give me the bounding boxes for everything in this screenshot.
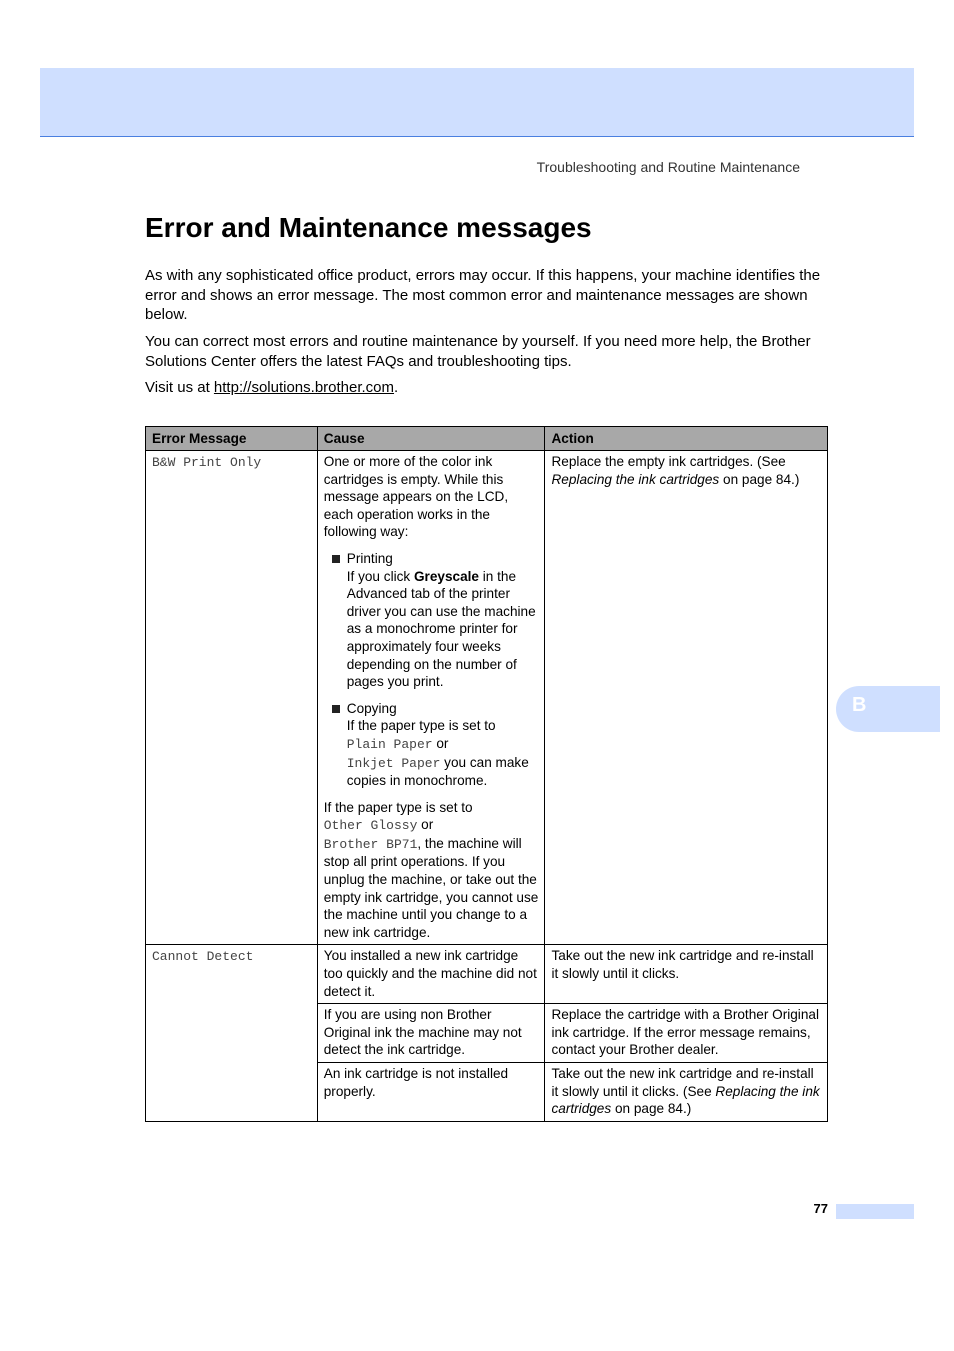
page-title: Error and Maintenance messages: [145, 212, 592, 243]
square-bullet-icon: [332, 555, 340, 563]
intro-paragraph-3: [145, 378, 835, 398]
bullet-printing: [324, 550, 539, 691]
text-run: If the paper type is set to: [323, 799, 473, 815]
cross-reference: Replacing the ink cartridges: [551, 1083, 820, 1117]
intro-paragraph-1: As with any sophisticated office product, errors may occur. If this happens, your machine identifies the error and shows an error message. The most common error and maintenance messages are shown below.: [145, 267, 821, 323]
bullet-copying: [324, 700, 539, 790]
error-message-cell: [146, 945, 318, 1121]
text-run: in the Advanced tab of the printer driver you can use the machine as a monochrome printer for approximately four weeks depending on the number of pages you print.: [346, 568, 536, 690]
running-header: Troubleshooting and Routine Maintenance: [536, 159, 800, 175]
text-run: Replace the empty ink cartridges. (See: [551, 454, 786, 469]
cause-cell: You installed a new ink cartridge too quickly and the machine did not detect it.: [317, 945, 545, 1004]
footer-bar: [836, 1204, 914, 1219]
plain-paper-setting: Plain Paper: [346, 736, 433, 752]
action-cell: [545, 451, 828, 945]
page-number: 77: [813, 1201, 828, 1216]
error-message-cannot-detect: Cannot Detect: [152, 949, 254, 965]
error-messages-table: [145, 426, 828, 1122]
text-run: on page 84.): [611, 1101, 692, 1117]
action-cell: Replace the cartridge with a Brother Original ink cartridge. If the error message remains, contact your Brother dealer.: [545, 1004, 828, 1063]
bullet-text: [347, 717, 539, 789]
text-run: or: [432, 735, 449, 751]
top-banner: [40, 68, 914, 137]
cause-cell: An ink cartridge is not installed properly.: [317, 1063, 545, 1122]
greyscale-term: Greyscale: [413, 568, 479, 584]
cause-cell: [317, 451, 545, 945]
column-header-cause: Cause: [317, 427, 545, 451]
cause-tail: [324, 799, 539, 942]
intro-paragraph-2: You can correct most errors and routine maintenance by yourself. If you need more help, the Brother Solutions Center offers the latest FAQs and troubleshooting tips.: [145, 333, 811, 370]
solutions-link[interactable]: http://solutions.brother.com: [213, 379, 395, 396]
other-glossy-setting: Other Glossy: [323, 818, 418, 834]
text-run: If the paper type is set to: [346, 718, 496, 734]
table-row: [146, 945, 828, 1004]
table-header-row: [146, 427, 828, 451]
table-row: [146, 451, 828, 945]
cross-reference: Replacing the ink cartridges: [551, 471, 720, 487]
square-bullet-icon: [332, 705, 340, 713]
action-cell: Take out the new ink cartridge and re-install it slowly until it clicks.: [545, 945, 828, 1004]
bullet-title: Printing: [346, 550, 393, 566]
bullet-title: Copying: [346, 700, 397, 716]
error-message-cell: [146, 451, 318, 945]
cause-intro: One or more of the color ink cartridges is empty. While this message appears on the LCD, each operation works in the following way:: [323, 454, 509, 540]
brother-bp71-setting: Brother BP71: [323, 836, 418, 852]
visit-suffix: .: [394, 379, 399, 396]
action-cell: [545, 1063, 828, 1122]
text-run: , the machine will stop all print operations. If you unplug the machine, or take out the empty ink cartridge, you cannot use the machine until you change to a new ink cartridge.: [323, 835, 539, 940]
text-run: or: [417, 817, 434, 833]
chapter-tab: [836, 686, 940, 732]
text-run: Take out the new ink cartridge and re-install it slowly until it clicks. (See: [551, 1066, 814, 1099]
visit-prefix: Visit us at: [145, 379, 214, 396]
bullet-text: [347, 568, 539, 691]
column-header-error-message: Error Message: [146, 427, 318, 451]
chapter-tab-label: B: [852, 694, 867, 716]
text-run: on page 84.): [719, 471, 800, 487]
column-header-action: Action: [545, 427, 828, 451]
text-run: you can make copies in monochrome.: [346, 754, 529, 789]
text-run: If you click: [346, 568, 414, 584]
cause-cell: If you are using non Brother Original ink the machine may not detect the ink cartridge.: [317, 1004, 545, 1063]
error-message-bw-print-only: B&W Print Only: [152, 455, 262, 470]
inkjet-paper-setting: Inkjet Paper: [346, 755, 441, 771]
